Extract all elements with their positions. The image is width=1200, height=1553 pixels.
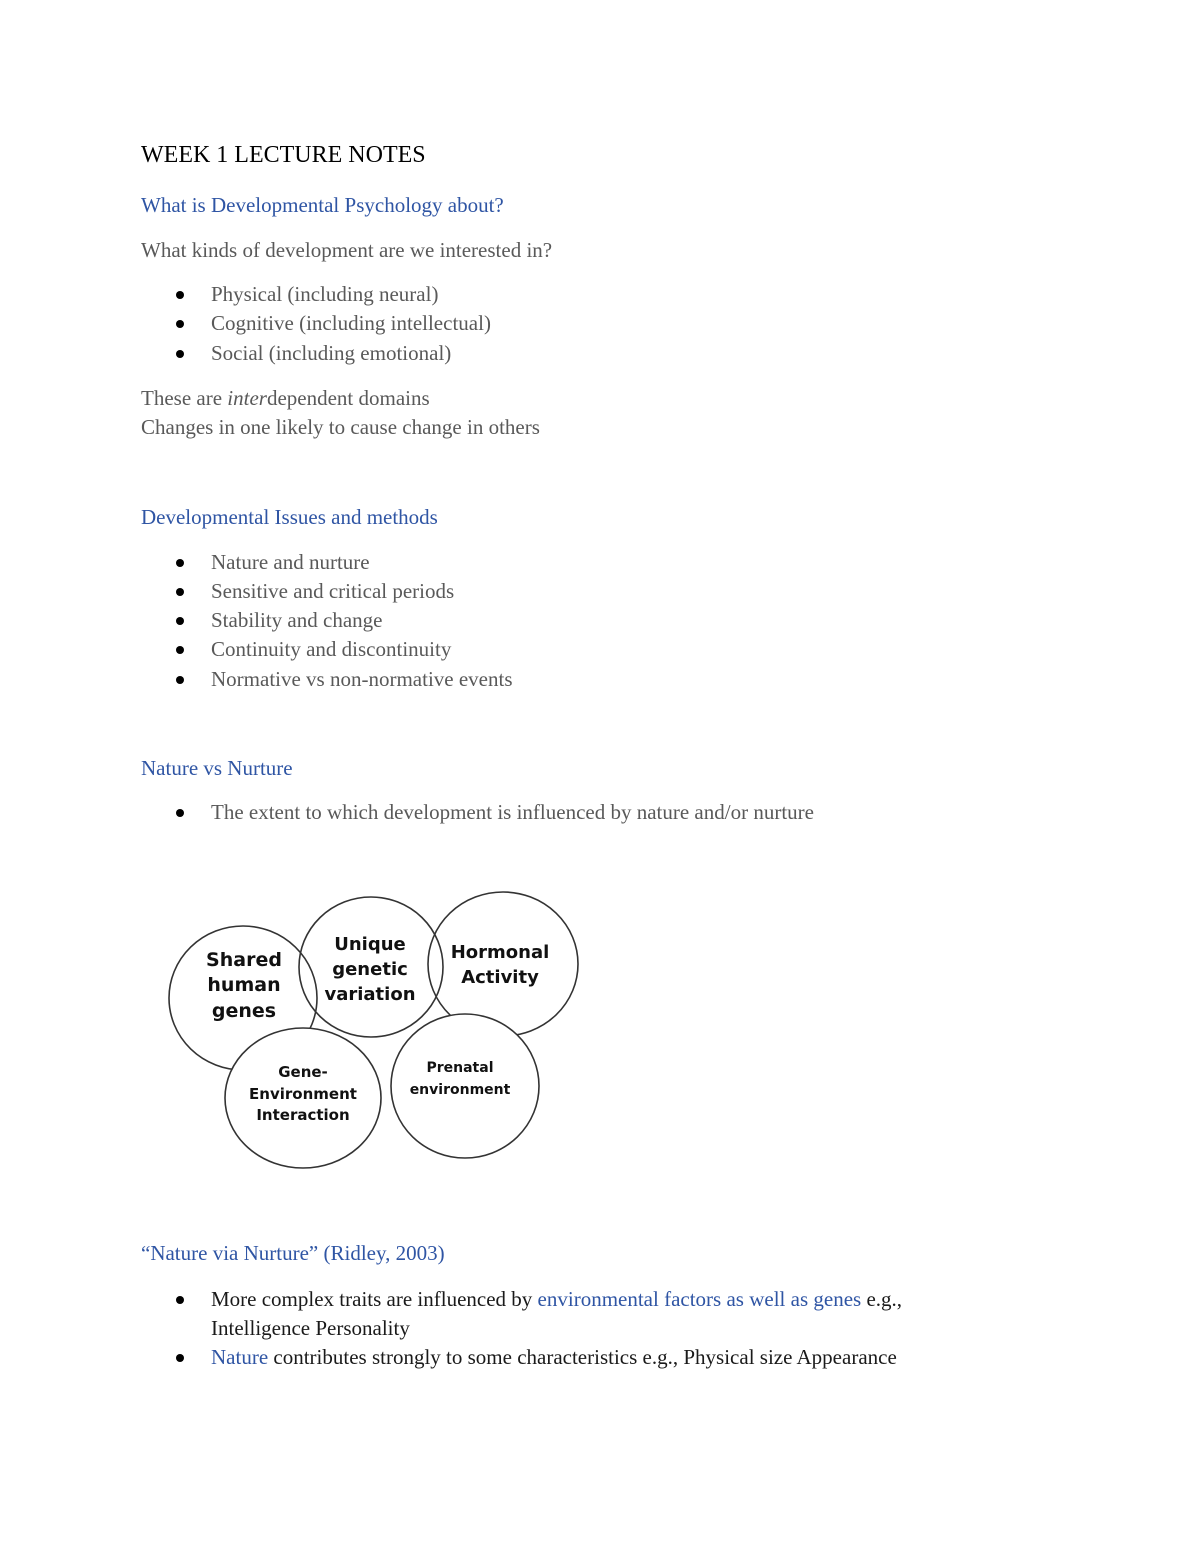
label-variation: variation [324, 984, 416, 1005]
interdependent-note [141, 386, 430, 411]
list-item: Social (including emotional) [211, 341, 452, 365]
note-text: dependent domains [266, 386, 430, 410]
bullet-icon [176, 588, 184, 596]
label-human: human [207, 974, 281, 996]
list-item: Sensitive and critical periods [211, 579, 455, 603]
item-highlight-text: Nature [211, 1345, 269, 1369]
list-item: Physical (including neural) [211, 282, 439, 306]
label-gene: Gene- [278, 1063, 328, 1081]
label-genes: genes [211, 1000, 277, 1022]
page-title: WEEK 1 LECTURE NOTES [141, 142, 426, 168]
list-item: Continuity and discontinuity [211, 637, 452, 661]
item-text: contributes strongly to some characteristics e.g., Physical size Appearance [268, 1345, 897, 1369]
section-heading-issues-methods: Developmental Issues and methods [141, 505, 438, 529]
bullet-icon [176, 617, 184, 625]
bullet-icon [176, 1296, 184, 1304]
label-activity: Activity [461, 967, 539, 988]
item-text: More complex traits are influenced by [211, 1287, 538, 1311]
section-heading-nature-vs-nurture: Nature vs Nurture [141, 756, 293, 780]
label-interaction: Interaction [256, 1106, 350, 1124]
label-unique: Unique [334, 934, 406, 955]
bullet-icon [176, 809, 184, 817]
section-heading-nature-via-nurture: “Nature via Nurture” (Ridley, 2003) [141, 1241, 445, 1265]
label-shared: Shared [206, 949, 282, 971]
list-item: Nature and nurture [211, 550, 370, 574]
list-item [211, 1345, 897, 1370]
change-note: Changes in one likely to cause change in others [141, 415, 540, 439]
bullet-icon [176, 559, 184, 567]
section-question: What kinds of development are we interested in? [141, 238, 553, 262]
bullet-icon [176, 350, 184, 358]
label-prenatal-environment: environment [409, 1082, 511, 1098]
item-highlight-text: environmental factors as well as genes [537, 1287, 862, 1311]
list-item-continuation: Intelligence Personality [211, 1316, 410, 1340]
bullet-icon [176, 291, 184, 299]
bullet-icon [176, 646, 184, 654]
label-environment: Environment [249, 1085, 357, 1103]
item-text: e.g., [861, 1287, 903, 1311]
list-item [211, 1287, 902, 1312]
note-italic-text: inter [227, 386, 267, 410]
list-item: The extent to which development is influenced by nature and/or nurture [211, 800, 814, 824]
bullet-icon [176, 320, 184, 328]
circle-hormonal-activity [428, 892, 578, 1036]
section-heading-developmental-psychology: What is Developmental Psychology about? [141, 193, 504, 217]
list-item: Stability and change [211, 608, 383, 632]
label-genetic: genetic [332, 959, 408, 980]
note-text: These are [141, 386, 228, 410]
label-hormonal: Hormonal [450, 942, 550, 963]
list-item: Cognitive (including intellectual) [211, 311, 491, 335]
bullet-icon [176, 1354, 184, 1362]
label-prenatal: Prenatal [426, 1060, 494, 1076]
bullet-icon [176, 676, 184, 684]
nature-nurture-diagram [160, 888, 590, 1178]
list-item: Normative vs non-normative events [211, 667, 513, 691]
